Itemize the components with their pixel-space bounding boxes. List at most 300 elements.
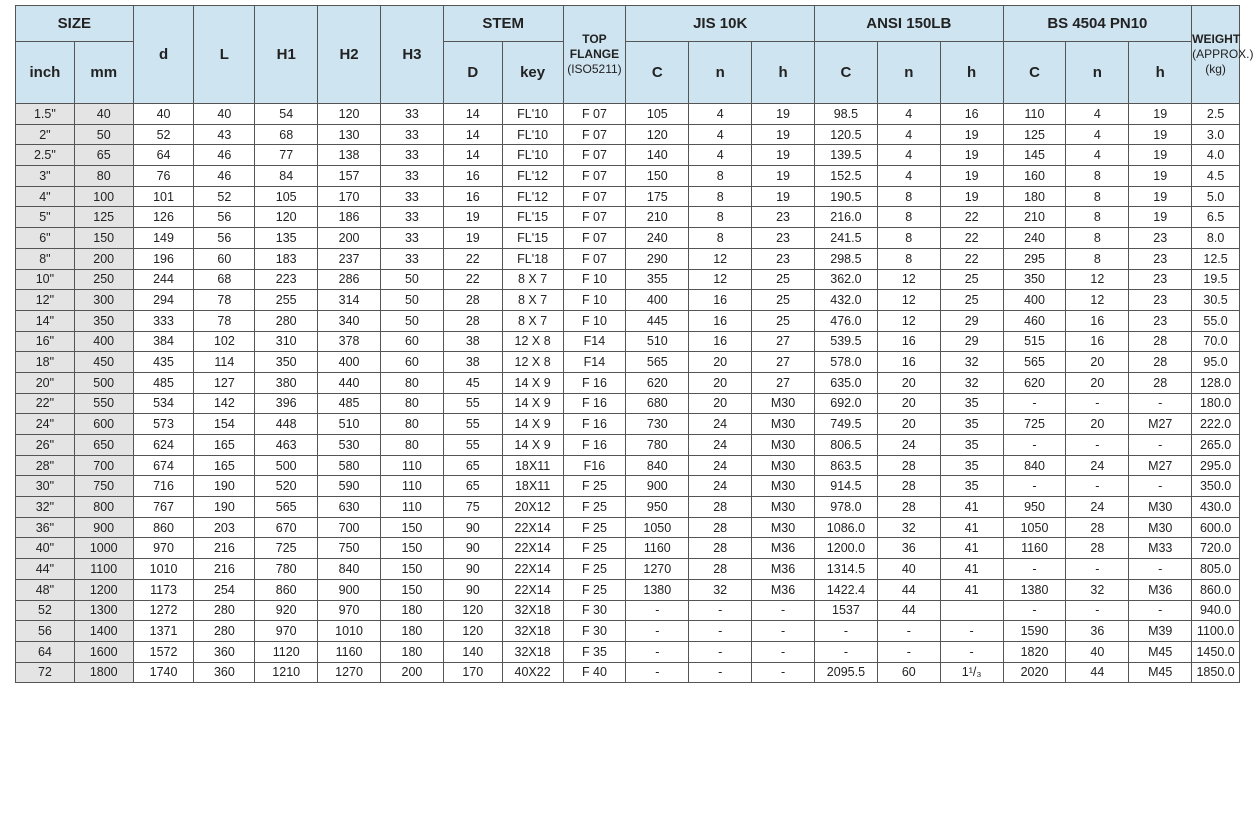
- table-row: [16, 310, 1240, 331]
- cell-top-flange: F 07: [563, 186, 626, 207]
- cell-bs-h: 19: [1129, 104, 1192, 125]
- top-label: TOP: [582, 32, 607, 46]
- stem-D-header: D: [443, 42, 502, 104]
- cell-mm: 800: [74, 497, 133, 518]
- cell-mm: 1000: [74, 538, 133, 559]
- table-row: [16, 372, 1240, 393]
- cell-bs-n: -: [1066, 476, 1129, 497]
- cell-H1: 725: [255, 538, 318, 559]
- cell-inch: 72: [16, 662, 75, 683]
- cell-jis-n: 8: [689, 207, 752, 228]
- cell-jis-h: 27: [752, 372, 815, 393]
- cell-bs-n: 44: [1066, 662, 1129, 683]
- cell-H1: 105: [255, 186, 318, 207]
- cell-bs-h: -: [1129, 435, 1192, 456]
- cell-ansi-h: 35: [940, 435, 1003, 456]
- cell-jis-n: 4: [689, 124, 752, 145]
- cell-jis-h: 23: [752, 248, 815, 269]
- cell-L: 56: [194, 228, 255, 249]
- cell-mm: 1100: [74, 559, 133, 580]
- stem-key-header: key: [502, 42, 563, 104]
- cell-H1: 565: [255, 497, 318, 518]
- cell-top-flange: F 07: [563, 166, 626, 187]
- cell-stem-D: 38: [443, 352, 502, 373]
- cell-H3: 33: [381, 145, 444, 166]
- cell-ansi-n: 32: [877, 517, 940, 538]
- cell-bs-h: M36: [1129, 579, 1192, 600]
- cell-top-flange: F 16: [563, 372, 626, 393]
- cell-d: 52: [133, 124, 194, 145]
- cell-bs-h: M45: [1129, 662, 1192, 683]
- cell-weight: 265.0: [1192, 435, 1240, 456]
- cell-H1: 860: [255, 579, 318, 600]
- cell-bs-h: 19: [1129, 145, 1192, 166]
- cell-ansi-h: 41: [940, 579, 1003, 600]
- bs-header: BS 4504 PN10: [1003, 6, 1192, 42]
- cell-jis-n: 28: [689, 517, 752, 538]
- cell-stem-key: FL'10: [502, 124, 563, 145]
- cell-bs-h: 19: [1129, 124, 1192, 145]
- cell-bs-n: 8: [1066, 166, 1129, 187]
- cell-bs-n: 32: [1066, 579, 1129, 600]
- cell-ansi-C: -: [814, 621, 877, 642]
- cell-bs-h: 19: [1129, 207, 1192, 228]
- cell-stem-D: 90: [443, 579, 502, 600]
- cell-inch: 10": [16, 269, 75, 290]
- cell-inch: 5": [16, 207, 75, 228]
- cell-ansi-n: 12: [877, 269, 940, 290]
- cell-weight: 940.0: [1192, 600, 1240, 621]
- cell-stem-D: 19: [443, 207, 502, 228]
- cell-bs-C: 400: [1003, 290, 1066, 311]
- cell-H3: 50: [381, 310, 444, 331]
- cell-weight: 222.0: [1192, 414, 1240, 435]
- cell-stem-key: 32X18: [502, 600, 563, 621]
- cell-ansi-n: 28: [877, 497, 940, 518]
- cell-weight: 1100.0: [1192, 621, 1240, 642]
- cell-d: 196: [133, 248, 194, 269]
- cell-ansi-n: 8: [877, 228, 940, 249]
- cell-ansi-h: -: [940, 641, 1003, 662]
- cell-bs-n: 4: [1066, 104, 1129, 125]
- cell-bs-n: 28: [1066, 538, 1129, 559]
- cell-top-flange: F 30: [563, 621, 626, 642]
- cell-inch: 12": [16, 290, 75, 311]
- cell-stem-key: FL'15: [502, 207, 563, 228]
- cell-top-flange: F 25: [563, 579, 626, 600]
- cell-top-flange: F 07: [563, 248, 626, 269]
- cell-H2: 700: [318, 517, 381, 538]
- cell-L: 56: [194, 207, 255, 228]
- cell-jis-C: 840: [626, 455, 689, 476]
- cell-L: 127: [194, 372, 255, 393]
- cell-ansi-C: 432.0: [814, 290, 877, 311]
- cell-L: 165: [194, 435, 255, 456]
- cell-jis-h: M30: [752, 476, 815, 497]
- cell-H2: 120: [318, 104, 381, 125]
- cell-mm: 1600: [74, 641, 133, 662]
- cell-bs-C: 145: [1003, 145, 1066, 166]
- cell-ansi-n: -: [877, 621, 940, 642]
- cell-ansi-C: 806.5: [814, 435, 877, 456]
- cell-H3: 33: [381, 248, 444, 269]
- cell-bs-h: M30: [1129, 517, 1192, 538]
- cell-top-flange: F 16: [563, 393, 626, 414]
- ansi-h-header: h: [940, 42, 1003, 104]
- iso-label: (ISO5211): [567, 62, 622, 76]
- cell-ansi-C: 863.5: [814, 455, 877, 476]
- cell-d: 485: [133, 372, 194, 393]
- cell-jis-h: 25: [752, 269, 815, 290]
- cell-mm: 1300: [74, 600, 133, 621]
- cell-mm: 40: [74, 104, 133, 125]
- cell-H3: 33: [381, 207, 444, 228]
- cell-ansi-h: 41: [940, 517, 1003, 538]
- cell-inch: 56: [16, 621, 75, 642]
- cell-stem-D: 140: [443, 641, 502, 662]
- flange-label: FLANGE: [569, 47, 620, 61]
- table-row: [16, 621, 1240, 642]
- cell-bs-n: 36: [1066, 621, 1129, 642]
- cell-d: 1272: [133, 600, 194, 621]
- cell-inch: 4": [16, 186, 75, 207]
- cell-mm: 150: [74, 228, 133, 249]
- cell-weight: 3.0: [1192, 124, 1240, 145]
- table-row: [16, 393, 1240, 414]
- cell-top-flange: F 10: [563, 269, 626, 290]
- cell-bs-C: 295: [1003, 248, 1066, 269]
- cell-stem-key: FL'18: [502, 248, 563, 269]
- cell-H1: 223: [255, 269, 318, 290]
- table-row: [16, 104, 1240, 125]
- cell-L: 46: [194, 145, 255, 166]
- cell-H2: 170: [318, 186, 381, 207]
- cell-jis-h: M30: [752, 517, 815, 538]
- cell-weight: 180.0: [1192, 393, 1240, 414]
- cell-bs-h: M27: [1129, 455, 1192, 476]
- cell-H3: 150: [381, 559, 444, 580]
- cell-ansi-C: 2095.5: [814, 662, 877, 683]
- ansi-n-header: n: [877, 42, 940, 104]
- cell-inch: 24": [16, 414, 75, 435]
- cell-ansi-h: 22: [940, 207, 1003, 228]
- cell-ansi-C: 139.5: [814, 145, 877, 166]
- cell-L: 46: [194, 166, 255, 187]
- cell-ansi-n: 40: [877, 559, 940, 580]
- cell-top-flange: F 07: [563, 207, 626, 228]
- cell-ansi-h: 41: [940, 538, 1003, 559]
- cell-ansi-n: 12: [877, 290, 940, 311]
- cell-ansi-C: 692.0: [814, 393, 877, 414]
- cell-ansi-C: 1314.5: [814, 559, 877, 580]
- cell-jis-h: 19: [752, 145, 815, 166]
- bs-C-header: C: [1003, 42, 1066, 104]
- cell-ansi-h: 16: [940, 104, 1003, 125]
- cell-stem-key: 22X14: [502, 559, 563, 580]
- H2-header: H2: [318, 6, 381, 104]
- cell-bs-C: -: [1003, 559, 1066, 580]
- cell-H3: 110: [381, 476, 444, 497]
- cell-bs-C: 565: [1003, 352, 1066, 373]
- jis-header: JIS 10K: [626, 6, 815, 42]
- table-row: [16, 641, 1240, 662]
- cell-d: 1572: [133, 641, 194, 662]
- cell-stem-key: 20X12: [502, 497, 563, 518]
- cell-inch: 30": [16, 476, 75, 497]
- cell-ansi-n: 20: [877, 414, 940, 435]
- cell-bs-C: 1820: [1003, 641, 1066, 662]
- cell-H2: 200: [318, 228, 381, 249]
- cell-weight: 1850.0: [1192, 662, 1240, 683]
- cell-mm: 125: [74, 207, 133, 228]
- cell-mm: 600: [74, 414, 133, 435]
- cell-stem-key: 14 X 9: [502, 393, 563, 414]
- cell-H1: 970: [255, 621, 318, 642]
- cell-H1: 255: [255, 290, 318, 311]
- cell-top-flange: F 10: [563, 290, 626, 311]
- cell-ansi-h: -: [940, 621, 1003, 642]
- cell-bs-h: 28: [1129, 352, 1192, 373]
- cell-bs-C: 180: [1003, 186, 1066, 207]
- d-header: d: [133, 6, 194, 104]
- cell-ansi-h: 32: [940, 372, 1003, 393]
- cell-bs-n: 4: [1066, 124, 1129, 145]
- cell-mm: 450: [74, 352, 133, 373]
- cell-H1: 780: [255, 559, 318, 580]
- cell-H2: 590: [318, 476, 381, 497]
- cell-d: 435: [133, 352, 194, 373]
- cell-H2: 530: [318, 435, 381, 456]
- table-row: [16, 124, 1240, 145]
- cell-stem-key: 14 X 9: [502, 435, 563, 456]
- cell-jis-n: 4: [689, 104, 752, 125]
- table-row: [16, 600, 1240, 621]
- cell-ansi-C: 978.0: [814, 497, 877, 518]
- cell-jis-n: 8: [689, 186, 752, 207]
- cell-H3: 180: [381, 621, 444, 642]
- cell-L: 280: [194, 600, 255, 621]
- cell-bs-C: 950: [1003, 497, 1066, 518]
- cell-jis-n: 20: [689, 352, 752, 373]
- cell-stem-D: 170: [443, 662, 502, 683]
- cell-bs-n: 40: [1066, 641, 1129, 662]
- cell-top-flange: F14: [563, 352, 626, 373]
- cell-L: 78: [194, 290, 255, 311]
- cell-jis-C: 105: [626, 104, 689, 125]
- cell-weight: 19.5: [1192, 269, 1240, 290]
- cell-H2: 440: [318, 372, 381, 393]
- table-row: [16, 248, 1240, 269]
- cell-L: 68: [194, 269, 255, 290]
- mm-header: mm: [74, 42, 133, 104]
- cell-jis-C: 780: [626, 435, 689, 456]
- cell-stem-D: 28: [443, 310, 502, 331]
- cell-stem-key: 18X11: [502, 476, 563, 497]
- cell-H2: 378: [318, 331, 381, 352]
- cell-top-flange: F 40: [563, 662, 626, 683]
- cell-bs-h: M45: [1129, 641, 1192, 662]
- valve-dimension-table: [15, 5, 1254, 683]
- cell-d: 101: [133, 186, 194, 207]
- cell-jis-h: M30: [752, 455, 815, 476]
- cell-ansi-C: 635.0: [814, 372, 877, 393]
- cell-ansi-h: 35: [940, 476, 1003, 497]
- cell-bs-n: 24: [1066, 497, 1129, 518]
- cell-bs-C: 125: [1003, 124, 1066, 145]
- cell-jis-n: 20: [689, 393, 752, 414]
- cell-stem-key: 14 X 9: [502, 414, 563, 435]
- bs-n-header: n: [1066, 42, 1129, 104]
- size-header: SIZE: [16, 6, 134, 42]
- cell-inch: 3": [16, 166, 75, 187]
- cell-jis-h: M30: [752, 414, 815, 435]
- cell-bs-n: 20: [1066, 352, 1129, 373]
- cell-inch: 1.5": [16, 104, 75, 125]
- cell-H1: 380: [255, 372, 318, 393]
- table-row: [16, 186, 1240, 207]
- cell-jis-C: 950: [626, 497, 689, 518]
- cell-jis-h: M36: [752, 538, 815, 559]
- cell-ansi-C: 749.5: [814, 414, 877, 435]
- cell-H2: 340: [318, 310, 381, 331]
- cell-bs-n: -: [1066, 600, 1129, 621]
- cell-H1: 350: [255, 352, 318, 373]
- table-row: [16, 207, 1240, 228]
- cell-ansi-C: 241.5: [814, 228, 877, 249]
- cell-top-flange: F14: [563, 331, 626, 352]
- cell-jis-h: M30: [752, 393, 815, 414]
- cell-mm: 1800: [74, 662, 133, 683]
- kg-label: (kg): [1205, 62, 1226, 76]
- cell-jis-n: 8: [689, 166, 752, 187]
- cell-L: 360: [194, 662, 255, 683]
- cell-bs-h: 19: [1129, 166, 1192, 187]
- cell-weight: 600.0: [1192, 517, 1240, 538]
- cell-stem-D: 45: [443, 372, 502, 393]
- cell-ansi-h: 35: [940, 414, 1003, 435]
- cell-H1: 310: [255, 331, 318, 352]
- cell-inch: 28": [16, 455, 75, 476]
- cell-bs-C: 160: [1003, 166, 1066, 187]
- cell-bs-h: 28: [1129, 331, 1192, 352]
- cell-H2: 314: [318, 290, 381, 311]
- cell-H2: 580: [318, 455, 381, 476]
- cell-stem-key: 32X18: [502, 641, 563, 662]
- cell-ansi-C: 190.5: [814, 186, 877, 207]
- cell-top-flange: F 35: [563, 641, 626, 662]
- cell-stem-key: 32X18: [502, 621, 563, 642]
- cell-d: 860: [133, 517, 194, 538]
- cell-bs-h: 23: [1129, 228, 1192, 249]
- cell-ansi-C: 98.5: [814, 104, 877, 125]
- cell-bs-C: 210: [1003, 207, 1066, 228]
- cell-H1: 920: [255, 600, 318, 621]
- cell-H1: 1120: [255, 641, 318, 662]
- cell-bs-C: 1160: [1003, 538, 1066, 559]
- cell-weight: 350.0: [1192, 476, 1240, 497]
- cell-stem-key: 12 X 8: [502, 352, 563, 373]
- cell-H1: 77: [255, 145, 318, 166]
- cell-weight: 55.0: [1192, 310, 1240, 331]
- cell-ansi-h: 22: [940, 248, 1003, 269]
- cell-jis-C: 620: [626, 372, 689, 393]
- cell-inch: 44": [16, 559, 75, 580]
- cell-jis-n: 12: [689, 269, 752, 290]
- cell-bs-h: -: [1129, 600, 1192, 621]
- cell-ansi-C: 216.0: [814, 207, 877, 228]
- cell-ansi-n: 12: [877, 310, 940, 331]
- cell-top-flange: F 25: [563, 559, 626, 580]
- cell-jis-h: M36: [752, 579, 815, 600]
- cell-top-flange: F 07: [563, 145, 626, 166]
- cell-ansi-n: 16: [877, 331, 940, 352]
- cell-ansi-h: 19: [940, 166, 1003, 187]
- cell-bs-n: 8: [1066, 248, 1129, 269]
- L-header: L: [194, 6, 255, 104]
- table-row: [16, 476, 1240, 497]
- cell-ansi-C: 914.5: [814, 476, 877, 497]
- cell-stem-D: 90: [443, 559, 502, 580]
- cell-stem-D: 75: [443, 497, 502, 518]
- table-header: [16, 6, 1254, 104]
- cell-d: 333: [133, 310, 194, 331]
- cell-ansi-n: 16: [877, 352, 940, 373]
- cell-H3: 50: [381, 269, 444, 290]
- cell-H2: 138: [318, 145, 381, 166]
- cell-jis-h: M36: [752, 559, 815, 580]
- cell-jis-C: 510: [626, 331, 689, 352]
- cell-d: 244: [133, 269, 194, 290]
- cell-ansi-n: 44: [877, 579, 940, 600]
- cell-jis-C: -: [626, 662, 689, 683]
- cell-H3: 33: [381, 104, 444, 125]
- cell-d: 126: [133, 207, 194, 228]
- jis-C-header: C: [626, 42, 689, 104]
- cell-stem-D: 90: [443, 517, 502, 538]
- cell-bs-h: -: [1129, 559, 1192, 580]
- cell-jis-C: -: [626, 600, 689, 621]
- cell-H2: 1160: [318, 641, 381, 662]
- cell-ansi-n: 8: [877, 248, 940, 269]
- cell-weight: 95.0: [1192, 352, 1240, 373]
- cell-ansi-h: 35: [940, 455, 1003, 476]
- cell-ansi-C: 1086.0: [814, 517, 877, 538]
- ansi-C-header: C: [814, 42, 877, 104]
- cell-d: 970: [133, 538, 194, 559]
- cell-stem-key: FL'12: [502, 186, 563, 207]
- cell-jis-C: 900: [626, 476, 689, 497]
- cell-inch: 64: [16, 641, 75, 662]
- cell-bs-C: 1590: [1003, 621, 1066, 642]
- cell-ansi-h: 25: [940, 269, 1003, 290]
- cell-jis-C: 1270: [626, 559, 689, 580]
- cell-H1: 500: [255, 455, 318, 476]
- cell-bs-C: 1050: [1003, 517, 1066, 538]
- cell-H3: 180: [381, 600, 444, 621]
- cell-stem-key: 12 X 8: [502, 331, 563, 352]
- cell-H3: 80: [381, 414, 444, 435]
- cell-stem-key: FL'15: [502, 228, 563, 249]
- cell-inch: 18": [16, 352, 75, 373]
- cell-bs-h: 23: [1129, 310, 1192, 331]
- cell-top-flange: F 25: [563, 517, 626, 538]
- cell-stem-D: 19: [443, 228, 502, 249]
- cell-top-flange: F 25: [563, 497, 626, 518]
- cell-ansi-C: 539.5: [814, 331, 877, 352]
- cell-stem-D: 14: [443, 145, 502, 166]
- cell-stem-D: 28: [443, 290, 502, 311]
- cell-jis-h: 23: [752, 207, 815, 228]
